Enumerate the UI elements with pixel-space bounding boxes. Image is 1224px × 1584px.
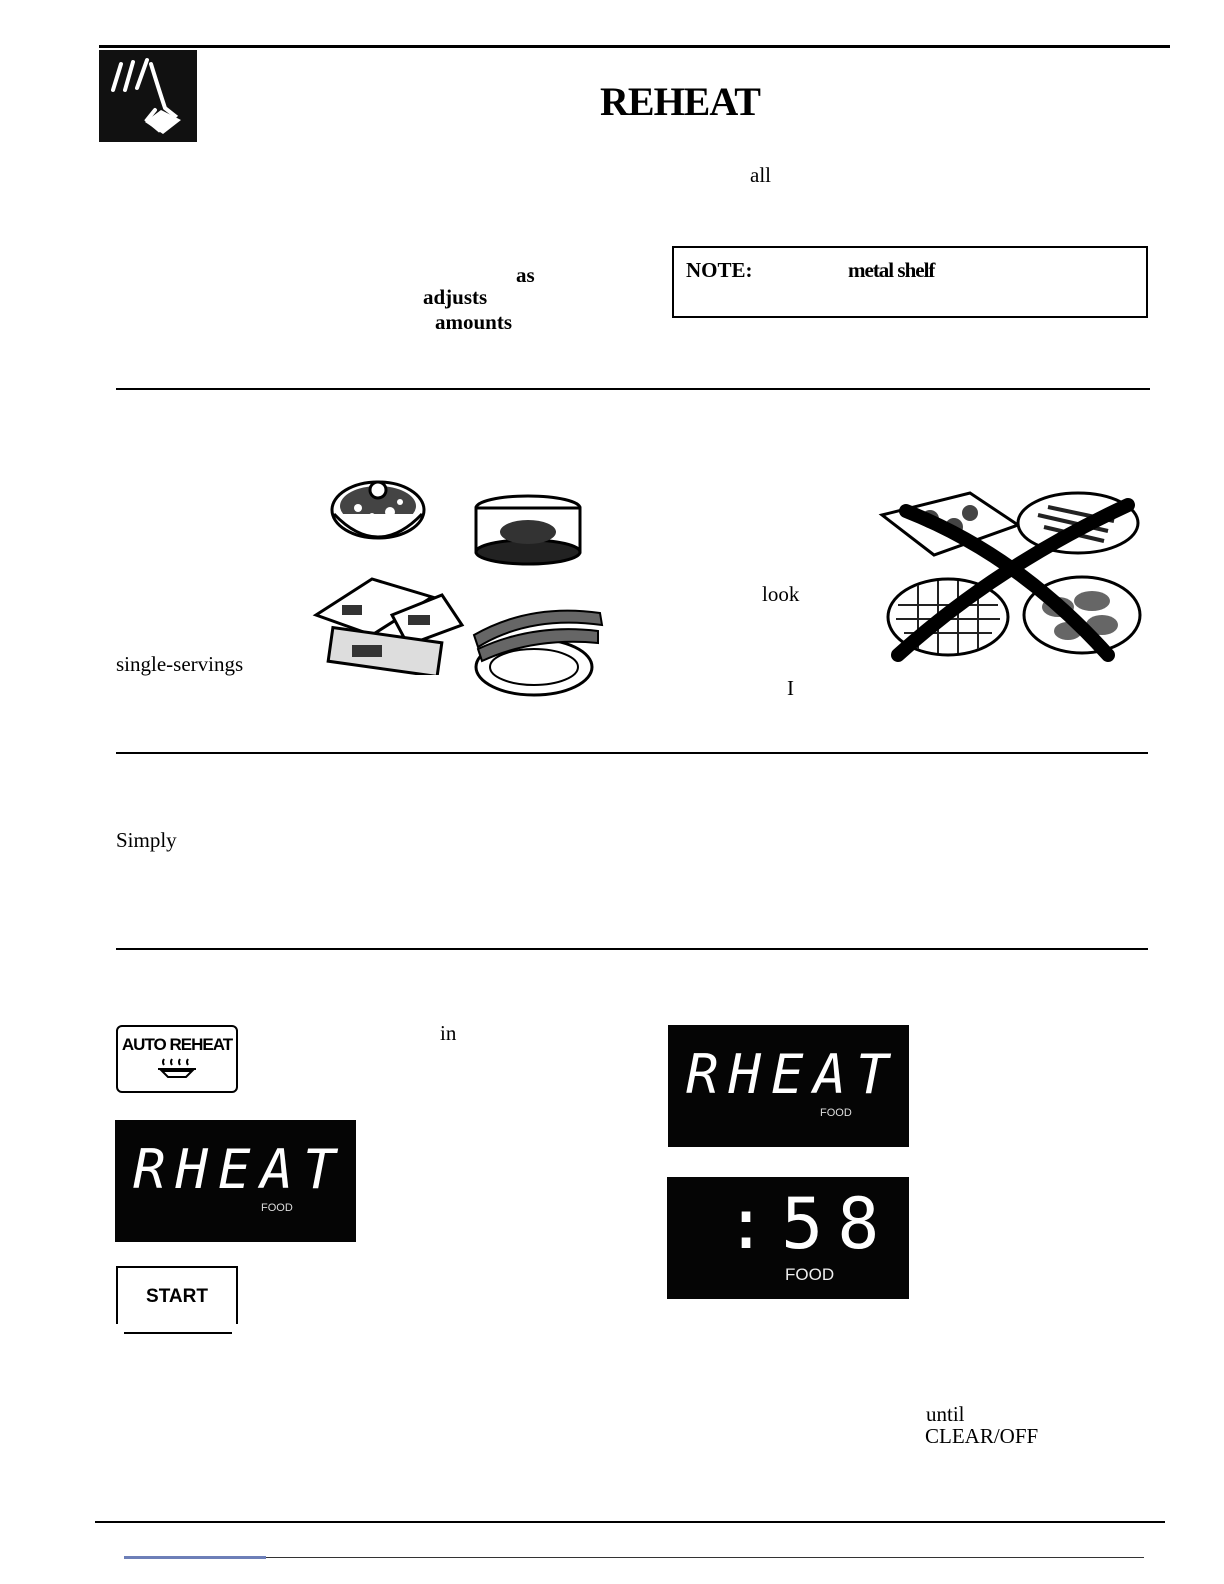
bottom-rule-2 (124, 1557, 1144, 1558)
display-time (667, 1177, 909, 1299)
note-metal-shelf: metal shelf (848, 258, 935, 282)
covered-dish-illustration (470, 492, 586, 575)
intro-word-all: all (750, 163, 771, 187)
display-rheat-text-right: RHEAT (686, 1043, 899, 1106)
word-as: as (516, 263, 535, 287)
bottom-rule (95, 1521, 1165, 1523)
until-text: until (926, 1402, 965, 1426)
word-amounts: amounts (435, 310, 513, 334)
hand-press-icon (99, 50, 197, 142)
look-text: look (762, 582, 800, 606)
top-rule (99, 45, 1170, 48)
page-title: REHEAT (600, 79, 760, 124)
frozen-dinners-illustration (312, 575, 472, 680)
simply-text: Simply (116, 828, 177, 852)
note-label: NOTE: (686, 258, 753, 282)
display-time-text: :58 (725, 1183, 894, 1265)
word-adjusts: adjusts (423, 285, 488, 309)
auto-reheat-button[interactable] (116, 1025, 238, 1093)
auto-reheat-label: AUTO REHEAT (121, 1035, 233, 1054)
plate-icon (162, 1071, 192, 1077)
divider-1 (116, 388, 1150, 390)
display-food-label: FOOD (261, 1202, 293, 1214)
casserole-illustration (328, 470, 428, 565)
i-text: I (787, 676, 794, 700)
note-box (672, 246, 1148, 318)
not-recommended-foods-illustration (878, 485, 1142, 668)
display-rheat-text: RHEAT (133, 1138, 346, 1201)
in-text: in (440, 1021, 457, 1045)
steam-icon (118, 1057, 236, 1084)
clear-off-text: CLEAR/OFF (925, 1424, 1039, 1448)
display-rheat-left (115, 1120, 356, 1242)
display-food-label-time: FOOD (785, 1265, 835, 1284)
start-label: START (146, 1286, 208, 1307)
bottom-accent (124, 1556, 266, 1559)
display-food-label-right: FOOD (820, 1107, 852, 1119)
divider-3 (116, 948, 1148, 950)
divider-2 (116, 752, 1148, 754)
display-rheat-right (668, 1025, 909, 1147)
single-servings-text: single-servings (116, 652, 244, 676)
start-button[interactable] (116, 1266, 238, 1336)
plate-bacon-illustration (470, 595, 606, 704)
